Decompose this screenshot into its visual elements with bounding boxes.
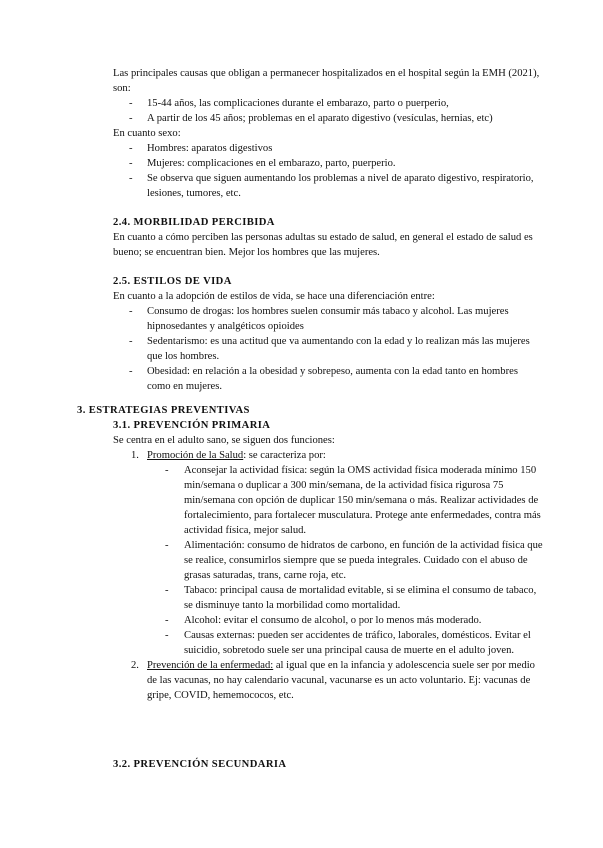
list-item: - Alimentación: consumo de hidratos de carbono, en función de la actividad física que se realice, consumirlos siempre que se pueda integrales. Cuidado con el abuso de grasas saturadas, trans, carne roja, etc. [165,540,543,581]
item-title: Promoción de la Salud [147,450,244,461]
list-item: - Causas externas: pueden ser accidentes de tráfico, laborales, domésticos. Evitar el suicidio, sobretodo suele ser una principal causa de muerte en el adulto joven. [165,630,531,656]
section-text: En cuanto a cómo perciben las personas adultas su estado de salud, en general el estado de salud es bueno; se encuentran bien. Mejor los hombres que las mujeres. [113,232,533,258]
causes-text: Las principales causas que obligan a permanecer hospitalizados en el hospital según la EMH (2021), son: [113,68,540,94]
list-item: - 15-44 años, las complicaciones durante el embarazo, parto o puerperio, [129,98,449,109]
list-item: - Mujeres: complicaciones en el embarazo, parto, puerperio. [129,158,396,169]
section-text: En cuanto a la adopción de estilos de vida, se hace una diferenciación entre: [113,291,435,302]
sex-text: En cuanto sexo: [113,128,181,139]
list-item: - Se observa que siguen aumentando los problemas a nivel de aparato digestivo, respiratorio, lesiones, tumores, etc. [129,173,534,199]
list-item: - Sedentarismo: es una actitud que va aumentando con la edad y lo realizan más las mujeres que los hombres. [129,336,530,362]
section-3-1-heading: 3.1. PREVENCIÓN PRIMARIA [113,420,271,431]
list-item: - A partir de los 45 años; problemas en el aparato digestivo (vesículas, hernias, etc) [129,113,493,124]
section-3-heading: 3. ESTRATEGIAS PREVENTIVAS [77,405,250,416]
section-heading: 2.5. ESTILOS DE VIDA [113,276,232,287]
functions-list [0,448,603,703]
document-page [0,66,603,772]
list-item: - Tabaco: principal causa de mortalidad evitable, si se elimina el consumo de tabaco, se disminuye tanto la morbilidad como mortalidad. [165,585,537,611]
sex-list [113,141,543,201]
section-2-4 [0,215,603,260]
intro-section [0,66,603,201]
list-item: - Consumo de drogas: los hombres suelen consumir más tabaco y alcohol. Las mujeres hipnosedantes y analgéticos opioides [129,306,509,332]
list-item: - Obesidad: en relación a la obesidad y sobrepeso, aumenta con la edad tanto en hombres como en mujeres. [129,366,518,392]
promotion-list [147,463,543,658]
section-heading: 2.4. MORBILIDAD PERCIBIDA [113,217,275,228]
section-text: Se centra en el adulto sano, se siguen dos funciones: [113,435,335,446]
lifestyle-list [113,304,543,394]
item-title: Prevención de la enfermedad: [147,660,274,671]
list-item: 2. Prevención de la enfermedad: al igual que en la infancia y adolescencia suele ser por medio de las vacunas, no hay calendario vacunal, vacunarse es un acto voluntario. Ej: vacunas de gripe, COVID, hememococos, etc. [131,660,535,701]
list-item: 1. Promoción de la Salud: se caracteriza por: - Aconsejar la actividad física: según la OMS actividad física moderada mínimo 150 min/semana o duplicar a 300 min/semana, de la actividad física rigurosa 75 min/semana con opción de duplicar 150 min/semana o más. Realizar actividades de fortalecimiento, para fortalecer musculatura. Protege ante enfermedades, contra más actividad física, mejor salud. - Alimentación: consumo de hidratos de carbono, en función de la actividad física que se realice, consumirlos siempre que se pueda integrales. Cuidado con el abuso de grasas saturadas, trans, carne roja, etc. - Tabaco: principal causa de mortalidad evitable, si se elimina el consumo de tabaco, se disminuye tanto la morbilidad como mortalidad. - Alcohol: evitar el consumo de alcohol, o por lo menos más moderado. - Causas externas: pueden ser accidentes de tráfico, laborales, domésticos. Evitar el suicidio, sobretodo suele ser una principal causa de muerte en el adulto joven. [131,450,543,656]
list-item: - Hombres: aparatos digestivos [129,143,273,154]
list-item: - Aconsejar la actividad física: según la OMS actividad física moderada mínimo 150 min/semana o duplicar a 300 min/semana, de la actividad física rigurosa 75 min/semana con opción de duplicar 150 min/semana o más. Realizar actividades de fortalecimiento, para fortalecer musculatura. Protege ante enfermedades, contra más actividad física, mejor salud. [165,465,541,536]
list-item: - Alcohol: evitar el consumo de alcohol, o por lo menos más moderado. [165,615,482,626]
section-2-5 [0,274,603,394]
causes-list [113,96,543,126]
section-3-2-heading: 3.2. PREVENCIÓN SECUNDARIA [113,759,287,770]
